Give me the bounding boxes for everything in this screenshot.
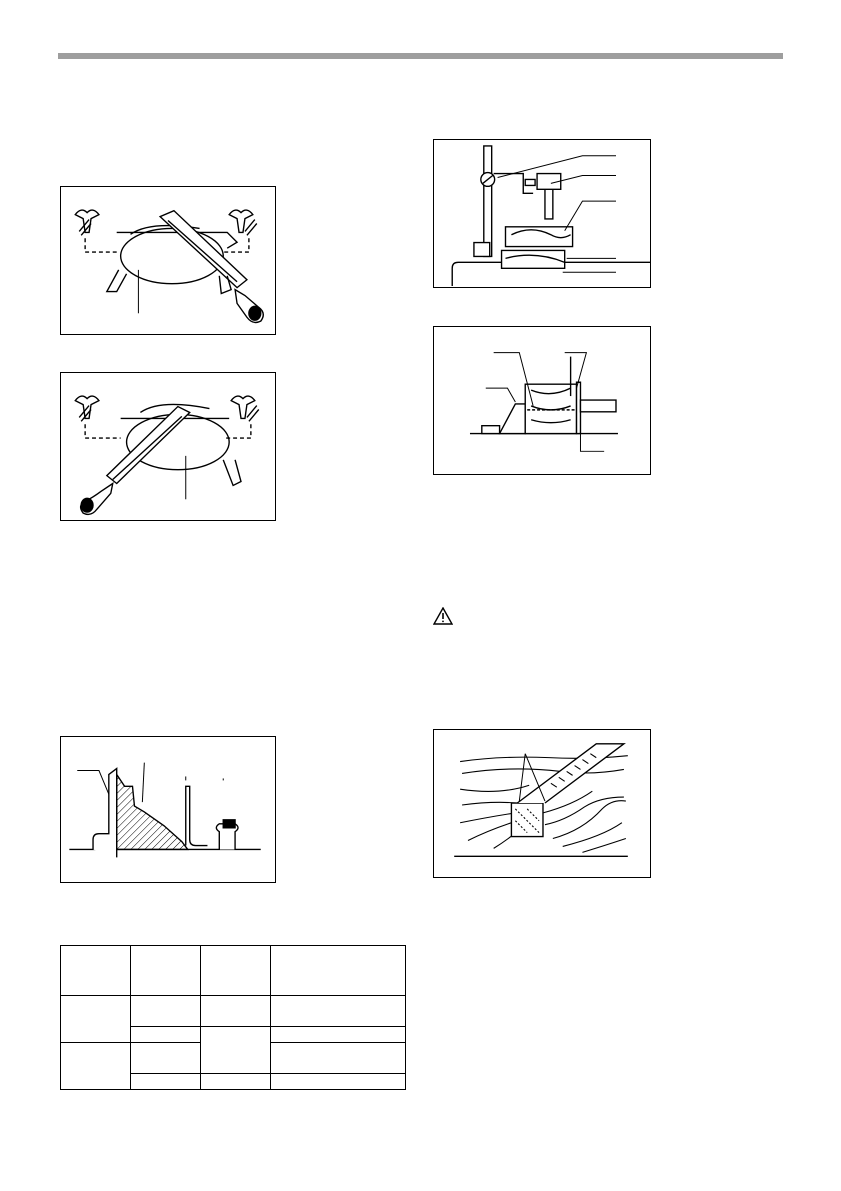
table-cell (131, 996, 201, 1027)
spec-table (60, 945, 406, 1090)
header-rule (58, 53, 783, 59)
figure-vertical-vise (433, 139, 651, 288)
table-cell (61, 996, 131, 1043)
table-cell (131, 946, 201, 996)
table-cell (131, 1074, 201, 1090)
figure-spacer-section (433, 326, 651, 475)
warning-triangle-icon (433, 607, 453, 625)
table-cell (131, 1027, 201, 1043)
figure-fence-section (60, 736, 276, 883)
vertical-vise-illustration (434, 140, 650, 287)
table-cell (201, 946, 271, 996)
table-cell (201, 1027, 271, 1074)
fence-section-illustration (61, 737, 275, 882)
table-cell (271, 1027, 406, 1043)
table-cell (201, 996, 271, 1027)
table-cell (201, 1074, 271, 1090)
table-cell (271, 946, 406, 996)
groove-cut-illustration (434, 730, 650, 877)
spacer-section-illustration (434, 327, 650, 474)
table-cell (271, 1043, 406, 1074)
saw-right-illustration (61, 373, 275, 520)
table-cell (271, 1074, 406, 1090)
table-cell (61, 1043, 131, 1090)
table-cell (131, 1043, 201, 1074)
figure-saw-angled-left (60, 186, 276, 335)
figure-saw-angled-right (60, 372, 276, 521)
figure-groove-cut (433, 729, 651, 878)
saw-left-illustration (61, 187, 275, 334)
table-cell (61, 946, 131, 996)
table-cell (271, 996, 406, 1027)
